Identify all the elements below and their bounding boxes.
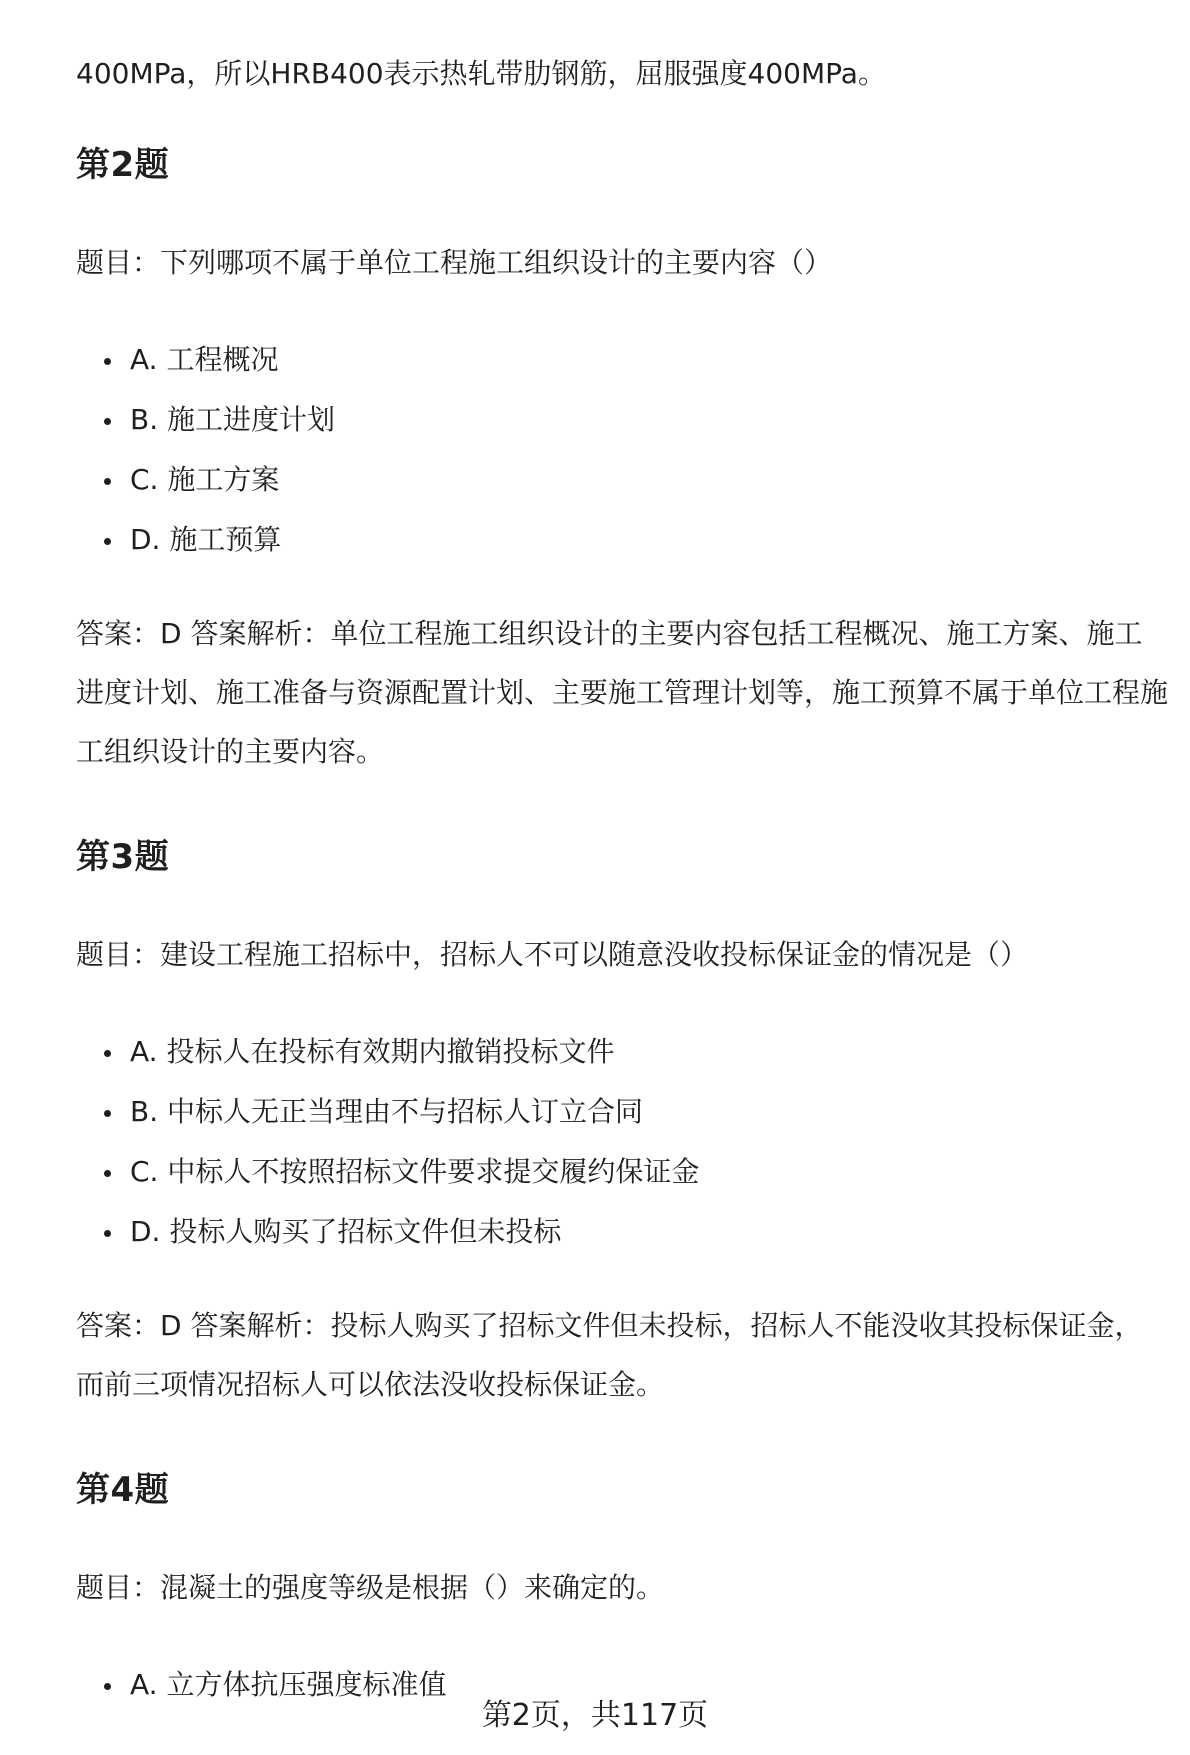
option-b: B. 施工进度计划 [76, 390, 1170, 450]
option-c: C. 中标人不按照招标文件要求提交履约保证金 [76, 1142, 1170, 1202]
answer-explanation: 答案：D 答案解析：单位工程施工组织设计的主要内容包括工程概况、施工方案、施工进度计划、施工准备与资源配置计划、主要施工管理计划等，施工预算不属于单位工程施工组织设计的主要内容。 [76, 617, 1169, 768]
option-a: A. 投标人在投标有效期内撤销投标文件 [76, 1022, 1170, 1082]
question-4 [76, 1466, 1170, 1715]
lead-paragraph: 400MPa，所以HRB400表示热轧带肋钢筋，屈服强度400MPa。 [76, 57, 886, 90]
option-c: C. 施工方案 [76, 450, 1170, 510]
option-a: A. 工程概况 [76, 330, 1170, 390]
page-footer: 第2页，共117页 [481, 1698, 709, 1733]
answer-explanation: 答案：D 答案解析：投标人购买了招标文件但未投标，招标人不能没收其投标保证金，而前三项情况招标人可以依法没收投标保证金。 [76, 1309, 1143, 1401]
question-2 [76, 141, 1170, 781]
question-text: 题目：建设工程施工招标中，招标人不可以随意没收投标保证金的情况是（） [76, 938, 1029, 971]
option-a: A. 立方体抗压强度标准值 [76, 1655, 1170, 1715]
document-page [76, 44, 1170, 1749]
question-heading: 第3题 [76, 837, 170, 877]
option-b: B. 中标人无正当理由不与招标人订立合同 [76, 1082, 1170, 1142]
question-heading: 第4题 [76, 1470, 170, 1510]
question-text: 题目：混凝土的强度等级是根据（）来确定的。 [76, 1571, 665, 1604]
option-d: D. 施工预算 [76, 510, 1170, 570]
question-text: 题目：下列哪项不属于单位工程施工组织设计的主要内容（） [76, 246, 833, 279]
option-list [76, 330, 1170, 570]
option-d: D. 投标人购买了招标文件但未投标 [76, 1202, 1170, 1262]
question-heading: 第2题 [76, 145, 170, 185]
question-3 [76, 833, 1170, 1414]
option-list [76, 1022, 1170, 1262]
